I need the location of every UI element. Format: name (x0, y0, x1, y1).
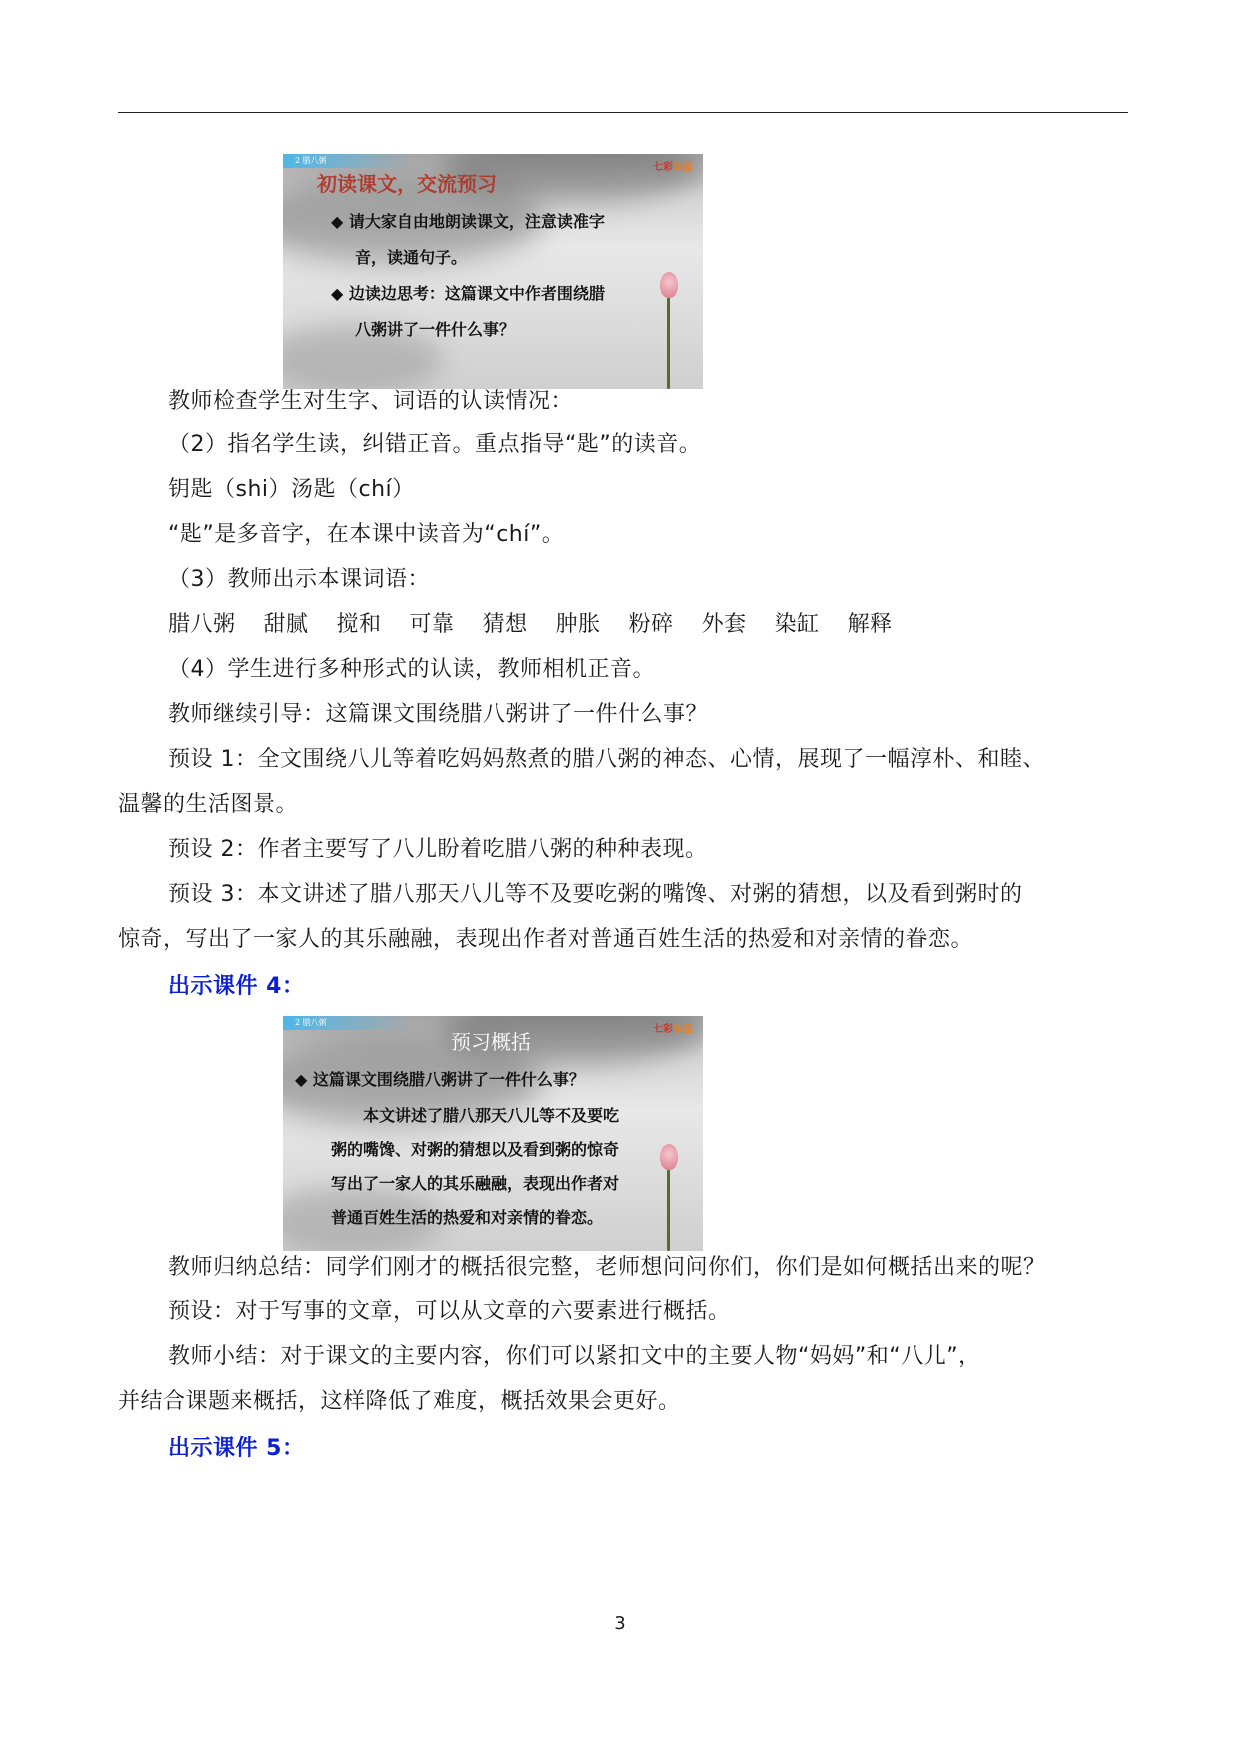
slide-image-preview-reading (283, 154, 703, 389)
paragraph: 预设 1：全文围绕八儿等着吃妈妈熬煮的腊八粥的神态、心情，展现了一幅淳朴、和睦、 (168, 747, 1045, 772)
header-rule (118, 112, 1128, 113)
paragraph: 教师小结：对于课文的主要内容，你们可以紧扣文中的主要人物“妈妈”和“八儿”， (168, 1344, 981, 1369)
slide-image-summary (283, 1016, 703, 1251)
slide-tag: 2 腊八粥 (283, 154, 413, 168)
slide-text-line: ◆ 请大家自由地朗读课文，注意读准字 (331, 212, 605, 231)
vocab-word: 猜想 (482, 612, 528, 637)
slide-text-line: 音，读通句子。 (355, 248, 468, 267)
lotus-stem (667, 1156, 670, 1251)
slide-text-line: ◆ 这篇课文围绕腊八粥讲了一件什么事？ (295, 1070, 585, 1089)
slide-text-line: 普通百姓生活的热爱和对亲情的眷恋。 (331, 1208, 604, 1227)
vocab-word: 肿胀 (555, 612, 601, 637)
vocab-word: 搅和 (336, 612, 382, 637)
paragraph: （4）学生进行多种形式的认读，教师相机正音。 (168, 657, 655, 682)
paragraph: 惊奇，写出了一家人的其乐融融，表现出作者对普通百姓生活的热爱和对亲情的眷恋。 (118, 927, 974, 952)
vocab-word: 甜腻 (263, 612, 309, 637)
paragraph: （3）教师出示本课词语： (168, 567, 430, 592)
slide-text-line: 八粥讲了一件什么事？ (355, 320, 516, 339)
lotus-stem (667, 284, 670, 389)
vocab-word: 腊八粥 (168, 612, 236, 637)
paragraph: 教师检查学生对生字、词语的认读情况： (168, 389, 574, 414)
slide-logo: 七彩课堂 (653, 1024, 693, 1035)
paragraph: 教师归纳总结：同学们刚才的概括很完整，老师想问问你们，你们是如何概括出来的呢？ (168, 1255, 1046, 1280)
vocab-word: 解释 (847, 612, 893, 637)
slide-text-line: ◆ 边读边思考：这篇课文中作者围绕腊 (331, 284, 605, 303)
paragraph: （2）指名学生读，纠错正音。重点指导“匙”的读音。 (168, 432, 702, 457)
paragraph: 钥匙（shi）汤匙（chí） (168, 477, 415, 502)
lotus-bud-icon (660, 1144, 678, 1170)
page-number: 3 (614, 1613, 626, 1634)
paragraph: 预设 2：作者主要写了八儿盼着吃腊八粥的种种表现。 (168, 837, 708, 862)
paragraph: 并结合课题来概括，这样降低了难度，概括效果会更好。 (118, 1389, 681, 1414)
section-heading: 出示课件 5： (168, 1436, 305, 1461)
paragraph: 预设 3：本文讲述了腊八那天八儿等不及要吃粥的嘴馋、对粥的猜想，以及看到粥时的 (168, 882, 1023, 907)
slide-text-line: 写出了一家人的其乐融融，表现出作者对 (331, 1174, 620, 1193)
vocab-word: 可靠 (409, 612, 455, 637)
paragraph: 教师继续引导：这篇课文围绕腊八粥讲了一件什么事？ (168, 702, 709, 727)
slide-title: 预习概括 (451, 1030, 531, 1054)
slide-tag: 2 腊八粥 (283, 1016, 413, 1030)
slide-logo: 七彩课堂 (653, 162, 693, 173)
vocab-word: 粉碎 (628, 612, 674, 637)
paragraph: 温馨的生活图景。 (118, 792, 299, 817)
vocabulary-list (168, 610, 921, 640)
slide-text-line: 粥的嘴馋、对粥的猜想以及看到粥的惊奇 (331, 1140, 620, 1159)
lotus-bud-icon (660, 272, 678, 298)
vocab-word: 染缸 (774, 612, 820, 637)
paragraph: 预设：对于写事的文章，可以从文章的六要素进行概括。 (168, 1299, 731, 1324)
vocab-word: 外套 (701, 612, 747, 637)
slide-text-line: 本文讲述了腊八那天八儿等不及要吃 (363, 1106, 620, 1125)
slide-title: 初读课文，交流预习 (317, 172, 497, 196)
paragraph: “匙”是多音字，在本课中读音为“chí”。 (168, 522, 565, 547)
section-heading: 出示课件 4： (168, 974, 305, 999)
